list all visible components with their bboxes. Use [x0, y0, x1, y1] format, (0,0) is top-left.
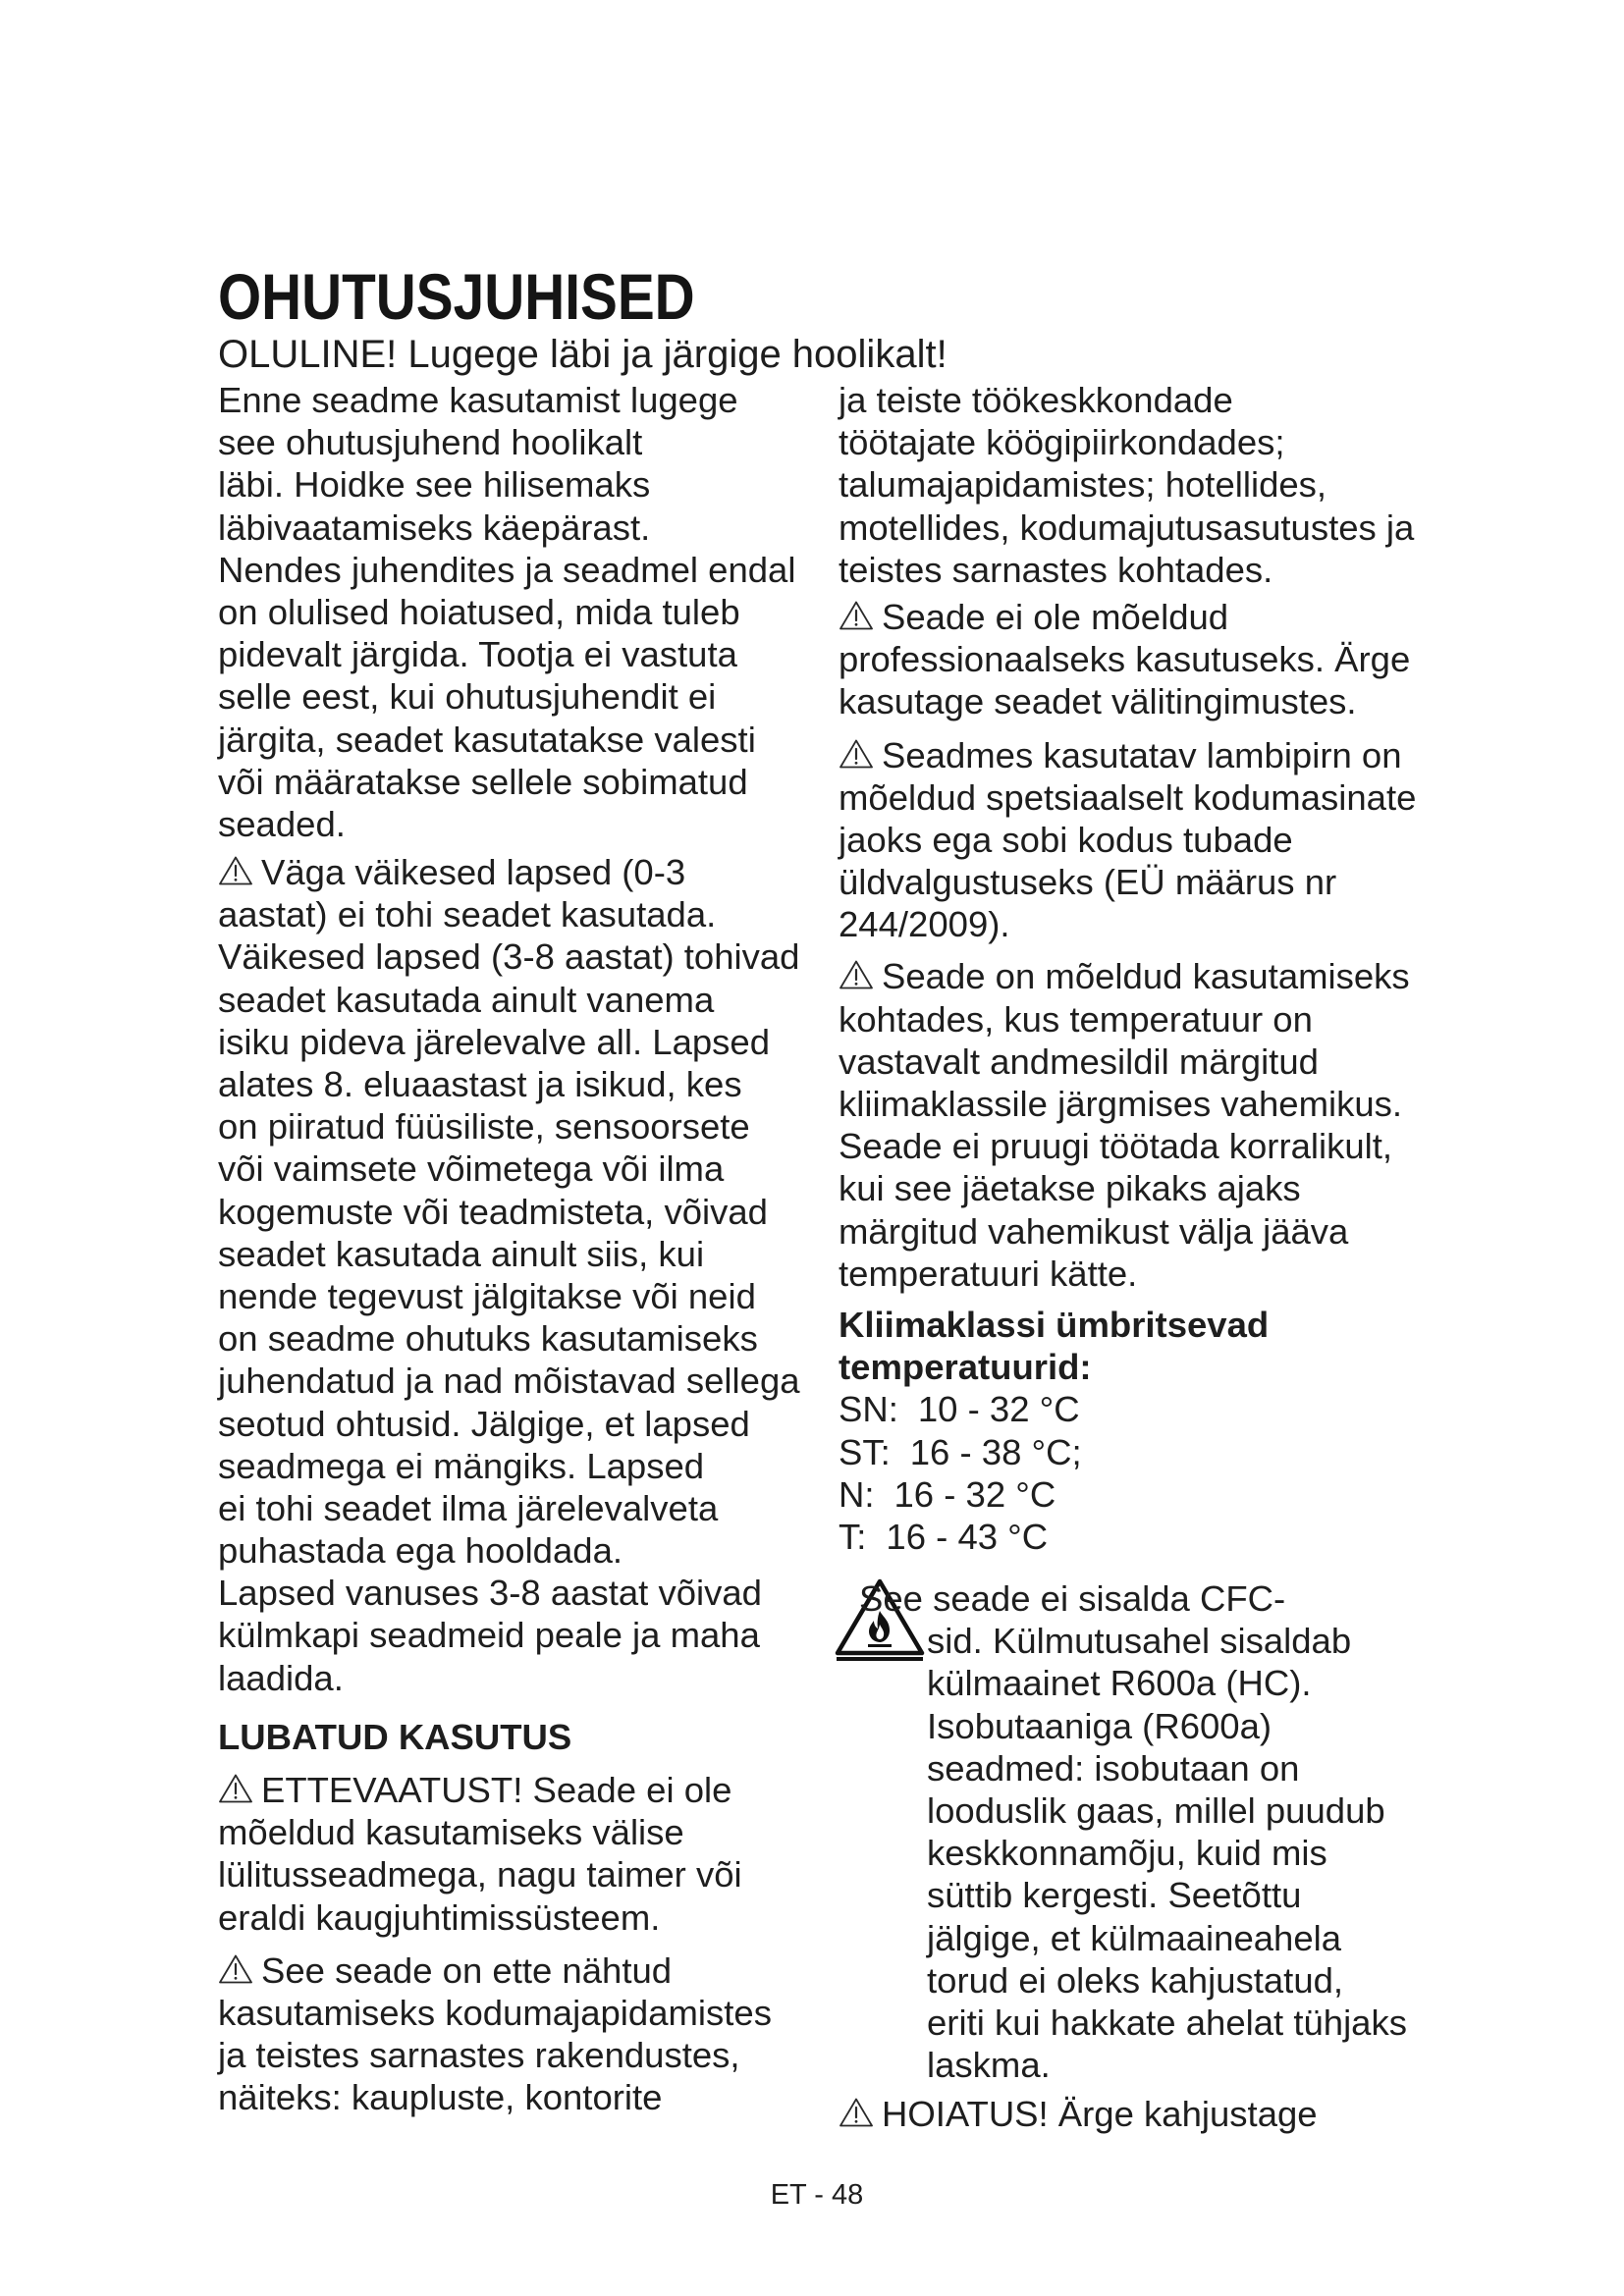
right-column [839, 379, 1526, 2136]
text-line: Nendes juhendites ja seadmel endal [218, 549, 796, 590]
refrigerant-paragraph [839, 1577, 1526, 2086]
warning-icon [839, 959, 874, 990]
text-line: eriti kui hakkate ahelat tühjaks [927, 2002, 1407, 2043]
climate-heading [839, 1304, 1526, 1388]
text-line: looduslik gaas, millel puudub [927, 1790, 1385, 1831]
climate-class-row [839, 1473, 1526, 1516]
climate-class-row [839, 1516, 1526, 1558]
text-line: laskma. [927, 2045, 1051, 2086]
text-line: seadmega ei mängiks. Lapsed [218, 1445, 705, 1486]
text-line-content: Väga väikesed lapsed (0-3 [261, 852, 686, 893]
text-line: selle eest, kui ohutusjuhendit ei [218, 676, 717, 718]
page-number: ET - 48 [770, 2179, 864, 2211]
text-line: see ohutusjuhend hoolikalt [218, 422, 643, 463]
text-line: ja teiste töökeskkondade [839, 380, 1233, 420]
text-line [839, 596, 1526, 638]
text-line: vastavalt andmesildil märgitud [839, 1041, 1319, 1082]
text-line: puhastada ega hooldada. [218, 1530, 623, 1572]
left-column [218, 379, 827, 2119]
not-professional-paragraph [839, 596, 1526, 723]
text-line: seadmed: isobutaan on [927, 1747, 1300, 1789]
text-line: laadida. [218, 1657, 344, 1698]
text-line-content: See seade on ette nähtud [261, 1949, 673, 1991]
text-line: temperatuurid: [839, 1347, 1092, 1388]
text-line: aastat) ei tohi seadet kasutada. [218, 894, 717, 935]
text-line: temperatuuri kätte. [839, 1253, 1138, 1294]
text-line-content: Seade on mõeldud kasutamiseks [882, 956, 1410, 997]
text-line: on olulised hoiatused, mida tuleb [218, 591, 740, 632]
text-line: eraldi kaugjuhtimissüsteem. [218, 1896, 661, 1938]
text-line: on piiratud füüsiliste, sensoorsete [218, 1106, 750, 1148]
text-line: külmkapi seadmeid peale ja maha [218, 1615, 760, 1656]
text-line [839, 955, 1526, 997]
text-line: kasutamiseks kodumajapidamistes [218, 1992, 772, 2033]
warning-icon [218, 1773, 253, 1804]
text-line: läbi. Hoidke see hilisemaks [218, 464, 651, 506]
text-line: on seadme ohutuks kasutamiseks [218, 1318, 758, 1360]
text-line: üldvalgustuseks (EÜ määrus nr [839, 862, 1337, 903]
climate-class-row [839, 1388, 1526, 1430]
climate-class-range: 16 - 38 °C; [909, 1431, 1082, 1472]
text-line: 244/2009). [839, 904, 1010, 945]
text-line: juhendatud ja nad mõistavad sellega [218, 1361, 800, 1402]
text-line-content: Seadmes kasutatav lambipirn on [882, 734, 1402, 775]
text-line [839, 2093, 1526, 2135]
text-line: alates 8. eluaastast ja isikud, kes [218, 1064, 742, 1104]
text-line: sid. Külmutusahel sisaldab [927, 1621, 1352, 1662]
text-line: pidevalt järgida. Tootja ei vastuta [218, 634, 737, 675]
page-subtitle: OLULINE! Lugege läbi ja järgige hoolikalt! [218, 333, 947, 376]
text-line: kogemuste või teadmisteta, võivad [218, 1191, 768, 1232]
warning-icon [218, 855, 253, 886]
climate-class-row [839, 1431, 1526, 1473]
text-line: külmaainet R600a (HC). [927, 1663, 1312, 1704]
text-line: Lapsed vanuses 3-8 aastat võivad [218, 1573, 762, 1614]
text-line: või määratakse sellele sobimatud [218, 761, 748, 802]
climate-class-range: 16 - 32 °C [893, 1473, 1056, 1515]
text-line: seadet kasutada ainult siis, kui [218, 1233, 705, 1274]
text-line: See seade ei sisalda CFC- [859, 1578, 1286, 1620]
text-line: jälgige, et külmaaineahela [927, 1917, 1342, 1958]
climate-class-range: 16 - 43 °C [886, 1516, 1049, 1557]
text-line: kliimaklassile järgmises vahemikus. [839, 1084, 1403, 1124]
warning-icon [218, 1953, 253, 1985]
text-line: keskkonnamõju, kuid mis [927, 1833, 1327, 1874]
climate-class-code: ST: [839, 1431, 891, 1472]
household-use-paragraph [218, 1949, 827, 2119]
text-line: süttib kergesti. Seetõttu [927, 1875, 1302, 1916]
text-line [218, 1769, 827, 1811]
text-line: lülitusseadmega, nagu taimer või [218, 1854, 742, 1896]
text-line: Kliimaklassi ümbritsevad [839, 1304, 1270, 1345]
text-line: teistes sarnastes kohtades. [839, 549, 1273, 590]
text-line: kohtades, kus temperatuur on [839, 998, 1313, 1040]
text-line: talumajapidamistes; hotellides, [839, 464, 1327, 506]
text-line [218, 1949, 827, 1992]
climate-class-list [839, 1388, 1526, 1558]
text-line: mõeldud spetsiaalselt kodumasinate [839, 776, 1417, 818]
text-line: ei tohi seadet ilma järelevalveta [218, 1487, 719, 1528]
text-line: jaoks ega sobi kodus tubade [839, 819, 1293, 860]
text-line-content: Seade ei ole mõeldud [882, 596, 1229, 637]
children-warning-paragraph [218, 851, 827, 1699]
warning-icon [839, 600, 874, 631]
text-line: isiku pideva järelevalve all. Lapsed [218, 1021, 771, 1062]
climate-class-code: SN: [839, 1389, 898, 1430]
household-use-continued [839, 379, 1526, 591]
text-line: kasutage seadet välitingimustes. [839, 681, 1357, 722]
climate-class-code: T: [839, 1516, 867, 1557]
text-line: või vaimsete võimetega või ilma [218, 1148, 725, 1190]
climate-class-range: 10 - 32 °C [917, 1389, 1080, 1430]
intro-paragraph [218, 379, 827, 845]
climate-class-code: N: [839, 1473, 875, 1515]
lamp-paragraph [839, 734, 1526, 946]
text-line [218, 851, 827, 893]
text-line: kui see jäetakse pikaks ajaks [839, 1168, 1301, 1209]
text-line: läbivaatamiseks käepärast. [218, 507, 651, 548]
text-line: märgitud vahemikust välja jääva [839, 1210, 1349, 1252]
text-line: Väikesed lapsed (3-8 aastat) tohivad [218, 936, 800, 978]
text-line [839, 734, 1526, 776]
text-line: Enne seadme kasutamist lugege [218, 380, 738, 420]
text-line: töötajate köögipiirkondades; [839, 422, 1285, 463]
text-line: seadet kasutada ainult vanema [218, 979, 715, 1020]
text-line: professionaalseks kasutuseks. Ärge [839, 639, 1411, 680]
text-line: motellides, kodumajutusasutustes ja [839, 507, 1415, 548]
hoiatus-paragraph [839, 2093, 1526, 2135]
text-line: näiteks: kaupluste, kontorite [218, 2077, 663, 2118]
text-line: seotud ohtusid. Jälgige, et lapsed [218, 1403, 750, 1444]
text-line: Seade ei pruugi töötada korralikult, [839, 1126, 1393, 1167]
text-line: Isobutaaniga (R600a) [927, 1705, 1272, 1746]
caution-paragraph [218, 1769, 827, 1939]
text-line: mõeldud kasutamiseks välise [218, 1812, 684, 1853]
text-line: ja teistes sarnastes rakendustes, [218, 2035, 740, 2076]
climate-class-paragraph [839, 955, 1526, 1295]
text-line: nende tegevust jälgitakse või neid [218, 1275, 756, 1316]
text-line: järgita, seadet kasutatakse valesti [218, 719, 756, 760]
page-title: OHUTUSJUHISED [218, 260, 695, 333]
text-line-content: HOIATUS! Ärge kahjustage [882, 2094, 1318, 2135]
section-heading: LUBATUD KASUTUS [218, 1716, 572, 1757]
text-line: torud ei oleks kahjustatud, [927, 1959, 1344, 2001]
warning-icon [839, 2097, 874, 2128]
warning-icon [839, 738, 874, 770]
text-line: seaded. [218, 803, 346, 844]
text-line-content: ETTEVAATUST! Seade ei ole [261, 1770, 732, 1810]
